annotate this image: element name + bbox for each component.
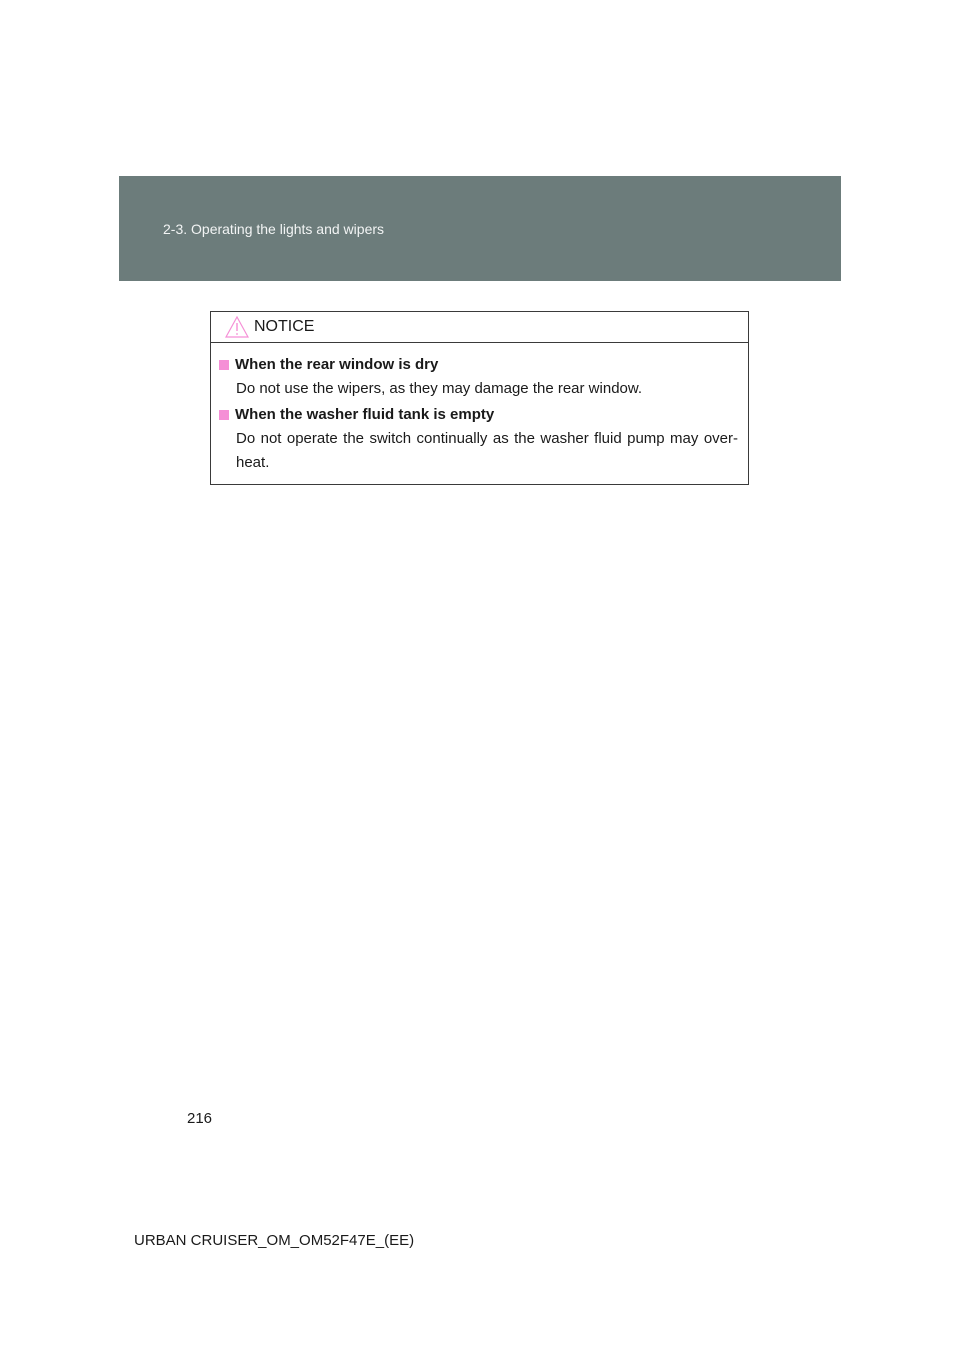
- warning-triangle-icon: [225, 316, 249, 338]
- notice-item-text: Do not operate the switch continually as the washer fluid pump may over-heat.: [236, 430, 738, 471]
- item-heading-text: When the washer fluid tank is empty: [235, 406, 495, 423]
- square-bullet-icon: [219, 410, 229, 420]
- notice-body: [211, 343, 748, 475]
- section-title: 2-3. Operating the lights and wipers: [163, 221, 385, 237]
- notice-box: [210, 311, 749, 485]
- notice-header: [211, 312, 748, 343]
- header-band: [119, 176, 841, 281]
- document-code: URBAN CRUISER_OM_OM52F47E_(EE): [134, 1232, 415, 1249]
- notice-item-heading: [219, 403, 738, 427]
- square-bullet-icon: [219, 360, 229, 370]
- notice-title: NOTICE: [254, 318, 315, 335]
- notice-item-heading: [219, 353, 738, 377]
- page-number: 216: [187, 1110, 213, 1127]
- notice-item-text: Do not use the wipers, as they may damage the rear window.: [236, 380, 643, 397]
- item-heading-text: When the rear window is dry: [235, 356, 439, 373]
